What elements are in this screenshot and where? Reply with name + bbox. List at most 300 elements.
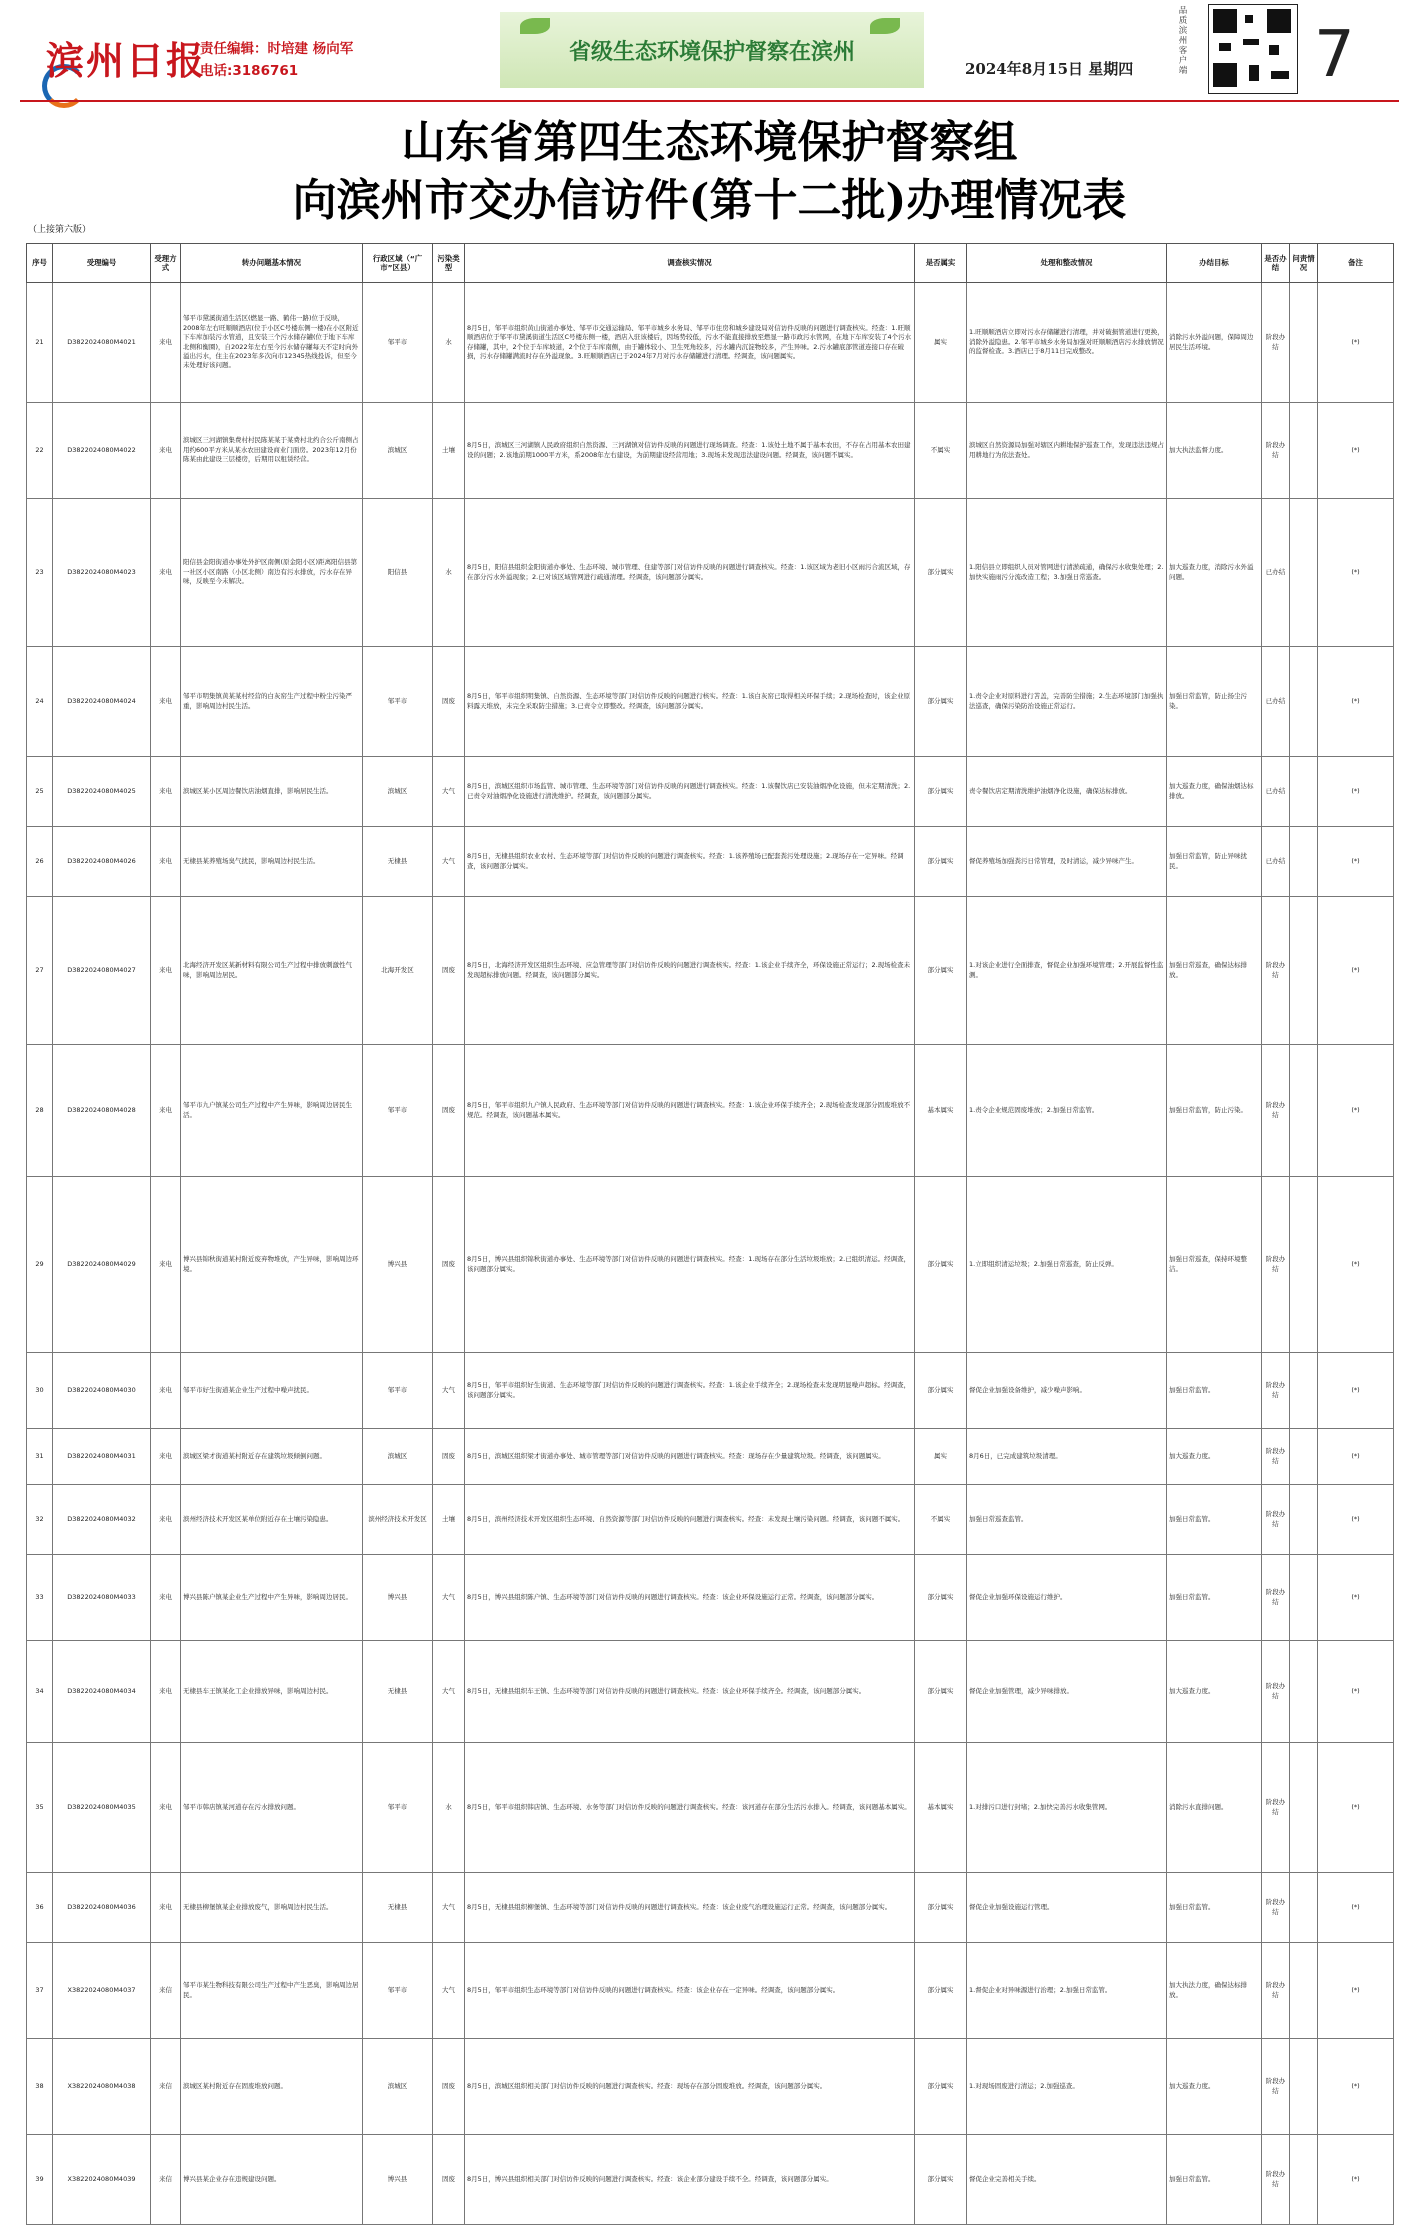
district: 无棣县 <box>363 1641 433 1743</box>
petition-id: D3822024080M4033 <box>53 1555 151 1641</box>
column-header: 备注 <box>1318 244 1394 283</box>
verification-status: 属实 <box>915 1429 967 1485</box>
remark: (*) <box>1318 1743 1394 1873</box>
row-number: 29 <box>27 1177 53 1353</box>
editor-phone: 电话:3186761 <box>200 63 299 79</box>
handling-measures: 1.责令企业对原料进行苫盖，完善防尘措施；2.生态环境部门加强执法巡查，确保污染防治设施正常运行。 <box>967 647 1167 757</box>
column-header: 是否属实 <box>915 244 967 283</box>
accountability <box>1290 1353 1318 1429</box>
petition-id: D3822024080M4027 <box>53 897 151 1045</box>
intake-method: 来电 <box>151 1555 181 1641</box>
petition-id: D3822024080M4031 <box>53 1429 151 1485</box>
remark: (*) <box>1318 283 1394 403</box>
issue-summary: 邹平市好生街道某企业生产过程中噪声扰民。 <box>181 1353 363 1429</box>
verification-status: 部分属实 <box>915 499 967 647</box>
row-number: 22 <box>27 403 53 499</box>
district: 邹平市 <box>363 1353 433 1429</box>
column-header: 序号 <box>27 244 53 283</box>
resolution-target: 加强日常监管，防止异味扰民。 <box>1167 827 1262 897</box>
investigation-findings: 8月5日，邹平市组织明集镇、自然资源、生态环境等部门对信访件反映的问题进行核实。经查：1.该白灰窑已取得相关环保手续；2.现场检查时，该企业原料露天堆放，未完全采取防尘措施；3.已责令立即整改。经调查，该问题部分属实。 <box>465 647 915 757</box>
petition-id: X3822024080M4038 <box>53 2039 151 2135</box>
district: 阳信县 <box>363 499 433 647</box>
issue-summary: 滨城区三河湖镇集费村村民陈某某于某费村北约合公斤南侧占用约600平方米从某水农田建设商业门面房。2023年12月份陈某由此建设三层楼房，后期用以租赁经营。 <box>181 403 363 499</box>
accountability <box>1290 1943 1318 2039</box>
district: 北海开发区 <box>363 897 433 1045</box>
accountability <box>1290 1873 1318 1943</box>
resolution-target: 加大巡查力度，消除污水外溢问题。 <box>1167 499 1262 647</box>
resolution-target: 加大执法力度，确保达标排放。 <box>1167 1943 1262 2039</box>
remark: (*) <box>1318 647 1394 757</box>
investigation-findings: 8月5日，邹平市组织生态环境等部门对信访件反映的问题进行调查核实。经查：该企业存在一定异味。经调查，该问题部分属实。 <box>465 1943 915 2039</box>
row-number: 26 <box>27 827 53 897</box>
row-number: 39 <box>27 2135 53 2225</box>
pollution-type: 土壤 <box>433 1485 465 1555</box>
intake-method: 来电 <box>151 283 181 403</box>
row-number: 24 <box>27 647 53 757</box>
verification-status: 基本属实 <box>915 1743 967 1873</box>
accountability <box>1290 757 1318 827</box>
issue-summary: 阳信县金阳街道办事处外护区南侧(原金阳小区)距离阳信县第一社区小区南路（小区北侧）南边有污水排放，污水存在异味，反映至今未解决。 <box>181 499 363 647</box>
completion-status: 已办结 <box>1262 647 1290 757</box>
investigation-findings: 8月5日，邹平市组织九户镇人民政府、生态环境等部门对信访件反映的问题进行调查核实。经查：1.该企业环保手续齐全；2.现场检查发现部分固废堆放不规范。经调查，该问题基本属实。 <box>465 1045 915 1177</box>
leaf-icon <box>520 18 550 34</box>
accountability <box>1290 283 1318 403</box>
pollution-type: 水 <box>433 283 465 403</box>
table-row <box>27 1873 1394 1943</box>
verification-status: 部分属实 <box>915 1943 967 2039</box>
header-rule <box>20 100 1399 102</box>
row-number: 23 <box>27 499 53 647</box>
handling-measures: 1.责令企业规范固废堆放；2.加强日常监管。 <box>967 1045 1167 1177</box>
handling-measures: 1.旺顺顺酒店立即对污水存储罐进行清理，并对破损管道进行更换，消除外溢隐患。2.邹平市城乡水务局加强对旺顺顺酒店污水排放情况的监督检查。3.酒店已于8月11日完成整改。 <box>967 283 1167 403</box>
verification-status: 属实 <box>915 283 967 403</box>
petition-id: D3822024080M4035 <box>53 1743 151 1873</box>
table-row <box>27 1045 1394 1177</box>
petition-id: X3822024080M4039 <box>53 2135 151 2225</box>
pollution-type: 大气 <box>433 1353 465 1429</box>
handling-measures: 1.督促企业对异味源进行治理；2.加强日常监管。 <box>967 1943 1167 2039</box>
petition-id: D3822024080M4034 <box>53 1641 151 1743</box>
issue-summary: 滨城区某小区周边餐饮店油烟直排，影响居民生活。 <box>181 757 363 827</box>
row-number: 21 <box>27 283 53 403</box>
accountability <box>1290 2039 1318 2135</box>
resolution-target: 消除污水直排问题。 <box>1167 1743 1262 1873</box>
editor-name: 责任编辑：时培建 杨向军 <box>200 41 354 57</box>
verification-status: 部分属实 <box>915 1353 967 1429</box>
intake-method: 来电 <box>151 1485 181 1555</box>
issue-summary: 滨州经济技术开发区某单位附近存在土壤污染隐患。 <box>181 1485 363 1555</box>
handling-measures: 督促企业完善相关手续。 <box>967 2135 1167 2225</box>
investigation-findings: 8月5日，北海经济开发区组织生态环境、应急管理等部门对信访件反映的问题进行调查核实。经查：1.该企业手续齐全，环保设施正常运行；2.现场检查未发现超标排放问题。经调查，该问题部分属实。 <box>465 897 915 1045</box>
remark: (*) <box>1318 1555 1394 1641</box>
completion-status: 阶段办结 <box>1262 1429 1290 1485</box>
intake-method: 来电 <box>151 1429 181 1485</box>
completion-status: 阶段办结 <box>1262 1045 1290 1177</box>
completion-status: 阶段办结 <box>1262 1353 1290 1429</box>
petition-id: D3822024080M4030 <box>53 1353 151 1429</box>
table-row <box>27 757 1394 827</box>
accountability <box>1290 1177 1318 1353</box>
resolution-target: 加大巡查力度。 <box>1167 1641 1262 1743</box>
table-row <box>27 1485 1394 1555</box>
handling-measures: 加强日常巡查监管。 <box>967 1485 1167 1555</box>
completion-status: 阶段办结 <box>1262 2135 1290 2225</box>
table-body <box>27 283 1394 2225</box>
remark: (*) <box>1318 1177 1394 1353</box>
remark: (*) <box>1318 1429 1394 1485</box>
intake-method: 来电 <box>151 1177 181 1353</box>
completion-status: 阶段办结 <box>1262 1555 1290 1641</box>
row-number: 34 <box>27 1641 53 1743</box>
issue-summary: 邹平市韩店镇某河道存在污水排放问题。 <box>181 1743 363 1873</box>
completion-status: 阶段办结 <box>1262 2039 1290 2135</box>
investigation-findings: 8月5日，邹平市组织韩店镇、生态环境、水务等部门对信访件反映的问题进行调查核实。经查：该河道存在部分生活污水排入。经调查，该问题基本属实。 <box>465 1743 915 1873</box>
petition-id: X3822024080M4037 <box>53 1943 151 2039</box>
issue-summary: 邹平市明集镇黄某某村经营的白灰窑生产过程中粉尘污染严重，影响周边村民生活。 <box>181 647 363 757</box>
district: 邹平市 <box>363 1943 433 2039</box>
remark: (*) <box>1318 1641 1394 1743</box>
district: 邹平市 <box>363 1045 433 1177</box>
resolution-target: 消除污水外溢问题，保障周边居民生活环境。 <box>1167 283 1262 403</box>
district: 邹平市 <box>363 283 433 403</box>
handling-measures: 滨城区自然资源局加强对辖区内耕地保护巡查工作，发现违法违规占用耕地行为依法查处。 <box>967 403 1167 499</box>
investigation-findings: 8月5日，滨城区组织市场监管、城市管理、生态环境等部门对信访件反映的问题进行调查核实。经查：1.该餐饮店已安装油烟净化设施，但未定期清洗；2.已责令对油烟净化设施进行清洗维护。经调查，该问题部分属实。 <box>465 757 915 827</box>
issue-summary: 无棣县某养殖场臭气扰民，影响周边村民生活。 <box>181 827 363 897</box>
table-row <box>27 897 1394 1045</box>
completion-status: 已办结 <box>1262 499 1290 647</box>
resolution-target: 加强日常巡查，保持环境整洁。 <box>1167 1177 1262 1353</box>
column-header: 调查核实情况 <box>465 244 915 283</box>
completion-status: 阶段办结 <box>1262 1177 1290 1353</box>
intake-method: 来信 <box>151 2135 181 2225</box>
petition-id: D3822024080M4025 <box>53 757 151 827</box>
resolution-target: 加大巡查力度。 <box>1167 1429 1262 1485</box>
investigation-findings: 8月5日，无棣县组织柳堡镇、生态环境等部门对信访件反映的问题进行调查核实。经查：该企业废气治理设施运行正常。经调查，该问题部分属实。 <box>465 1873 915 1943</box>
accountability <box>1290 1045 1318 1177</box>
pollution-type: 固废 <box>433 2135 465 2225</box>
table-row <box>27 1943 1394 2039</box>
pollution-type: 大气 <box>433 827 465 897</box>
row-number: 31 <box>27 1429 53 1485</box>
handling-measures: 督促企业加强设备维护，减少噪声影响。 <box>967 1353 1167 1429</box>
completion-status: 阶段办结 <box>1262 403 1290 499</box>
petition-id: D3822024080M4024 <box>53 647 151 757</box>
issue-summary: 滨城区某村附近存在固废堆放问题。 <box>181 2039 363 2135</box>
district: 邹平市 <box>363 1743 433 1873</box>
leaf-icon <box>870 18 900 34</box>
pollution-type: 大气 <box>433 757 465 827</box>
accountability <box>1290 647 1318 757</box>
row-number: 32 <box>27 1485 53 1555</box>
column-header: 行政区域（“广市”区县） <box>363 244 433 283</box>
intake-method: 来电 <box>151 403 181 499</box>
remark: (*) <box>1318 827 1394 897</box>
table-row <box>27 1555 1394 1641</box>
table-row <box>27 1743 1394 1873</box>
table-header-row <box>27 244 1394 283</box>
investigation-findings: 8月5日，滨城区组织相关部门对信访件反映的问题进行调查核实。经查：现场存在部分固废堆放。经调查，该问题部分属实。 <box>465 2039 915 2135</box>
intake-method: 来电 <box>151 647 181 757</box>
pollution-type: 水 <box>433 499 465 647</box>
title-line-2: 向滨州市交办信访件(第十二批)办理情况表 <box>292 175 1127 226</box>
column-header: 办结目标 <box>1167 244 1262 283</box>
table-row <box>27 499 1394 647</box>
pollution-type: 固废 <box>433 897 465 1045</box>
table-row <box>27 283 1394 403</box>
column-header: 问责情况 <box>1290 244 1318 283</box>
verification-status: 部分属实 <box>915 757 967 827</box>
investigation-findings: 8月5日，阳信县组织金阳街道办事处、生态环境、城市管理、住建等部门对信访件反映的问题进行调查核实。经查：1.该区域为老旧小区雨污合流区域，存在部分污水外溢现象；2.已对该区域管网进行疏通清理。经调查，该问题部分属实。 <box>465 499 915 647</box>
pollution-type: 土壤 <box>433 403 465 499</box>
continued-note: （上接第六版） <box>28 225 92 235</box>
accountability <box>1290 403 1318 499</box>
accountability <box>1290 2135 1318 2225</box>
issue-summary: 博兴县陈户镇某企业生产过程中产生异味，影响周边居民。 <box>181 1555 363 1641</box>
verification-status: 部分属实 <box>915 2135 967 2225</box>
remark: (*) <box>1318 1045 1394 1177</box>
investigation-findings: 8月5日，无棣县组织农业农村、生态环境等部门对信访件反映的问题进行调查核实。经查：1.该养殖场已配套粪污处理设施；2.现场存在一定异味。经调查，该问题部分属实。 <box>465 827 915 897</box>
handling-measures: 1.对该企业进行全面排查，督促企业加强环境管理；2.开展监督性监测。 <box>967 897 1167 1045</box>
completion-status: 阶段办结 <box>1262 283 1290 403</box>
investigation-findings: 8月5日，博兴县组织陈户镇、生态环境等部门对信访件反映的问题进行调查核实。经查：该企业环保设施运行正常。经调查，该问题部分属实。 <box>465 1555 915 1641</box>
handling-measures: 1.对现场固废进行清运；2.加强巡查。 <box>967 2039 1167 2135</box>
column-header: 是否办结 <box>1262 244 1290 283</box>
handling-measures: 责令餐饮店定期清洗维护油烟净化设施，确保达标排放。 <box>967 757 1167 827</box>
row-number: 27 <box>27 897 53 1045</box>
petition-table <box>26 243 1394 2225</box>
table-row <box>27 2135 1394 2225</box>
pollution-type: 固废 <box>433 1429 465 1485</box>
pollution-type: 固废 <box>433 1177 465 1353</box>
row-number: 25 <box>27 757 53 827</box>
resolution-target: 加大巡查力度。 <box>1167 2039 1262 2135</box>
remark: (*) <box>1318 2039 1394 2135</box>
verification-status: 部分属实 <box>915 1555 967 1641</box>
page-title <box>0 114 1419 230</box>
handling-measures: 督促养殖场加强粪污日常管理，及时清运，减少异味产生。 <box>967 827 1167 897</box>
remark: (*) <box>1318 757 1394 827</box>
table-row <box>27 1641 1394 1743</box>
verification-status: 部分属实 <box>915 827 967 897</box>
section-banner <box>500 12 924 88</box>
resolution-target: 加强日常巡查，确保达标排放。 <box>1167 897 1262 1045</box>
remark: (*) <box>1318 499 1394 647</box>
completion-status: 阶段办结 <box>1262 1943 1290 2039</box>
investigation-findings: 8月5日，滨城区三河湖镇人民政府组织自然资源、三河湖镇对信访件反映的问题进行现场调查。经查：1.该处土地不属于基本农田，不存在占用基本农田建设的问题；2.该地前期1000平方米，系2008年左右建设，为前期建设经营用地；3.现场未发现违法建设问题。经调查，该问题不属实。 <box>465 403 915 499</box>
accountability <box>1290 499 1318 647</box>
handling-measures: 8月6日，已完成建筑垃圾清理。 <box>967 1429 1167 1485</box>
verification-status: 部分属实 <box>915 1873 967 1943</box>
intake-method: 来电 <box>151 1045 181 1177</box>
issue-summary: 北海经济开发区某新材料有限公司生产过程中排放刺激性气味，影响周边居民。 <box>181 897 363 1045</box>
column-header: 污染类型 <box>433 244 465 283</box>
resolution-target: 加强日常监管，防止扬尘污染。 <box>1167 647 1262 757</box>
table-row <box>27 2039 1394 2135</box>
verification-status: 不属实 <box>915 1485 967 1555</box>
pollution-type: 大气 <box>433 1943 465 2039</box>
row-number: 38 <box>27 2039 53 2135</box>
petition-id: D3822024080M4022 <box>53 403 151 499</box>
issue-date: 2024年8月15日 星期四 <box>965 60 1134 78</box>
completion-status: 已办结 <box>1262 827 1290 897</box>
petition-id: D3822024080M4026 <box>53 827 151 897</box>
remark: (*) <box>1318 1485 1394 1555</box>
remark: (*) <box>1318 403 1394 499</box>
issue-summary: 无棣县车王镇某化工企业排放异味，影响周边村民。 <box>181 1641 363 1743</box>
pollution-type: 大气 <box>433 1641 465 1743</box>
investigation-findings: 8月5日，邹平市组织好生街道、生态环境等部门对信访件反映的问题进行调查核实。经查：1.该企业手续齐全；2.现场检查未发现明显噪声超标。经调查，该问题部分属实。 <box>465 1353 915 1429</box>
intake-method: 来电 <box>151 1353 181 1429</box>
accountability <box>1290 1485 1318 1555</box>
completion-status: 阶段办结 <box>1262 1743 1290 1873</box>
pollution-type: 大气 <box>433 1555 465 1641</box>
row-number: 30 <box>27 1353 53 1429</box>
issue-summary: 博兴县某企业存在违规建设问题。 <box>181 2135 363 2225</box>
intake-method: 来电 <box>151 499 181 647</box>
investigation-findings: 8月5日，滨城区组织梁才街道办事处、城市管理等部门对信访件反映的问题进行调查核实。经查：现场存在少量建筑垃圾。经调查，该问题属实。 <box>465 1429 915 1485</box>
resolution-target: 加大巡查力度，确保油烟达标排放。 <box>1167 757 1262 827</box>
pollution-type: 固废 <box>433 1045 465 1177</box>
remark: (*) <box>1318 1943 1394 2039</box>
resolution-target: 加强日常监管。 <box>1167 1873 1262 1943</box>
table-row <box>27 1353 1394 1429</box>
editor-info <box>200 38 353 82</box>
investigation-findings: 8月5日，博兴县组织锦秋街道办事处、生态环境等部门对信访件反映的问题进行调查核实。经查：1.现场存在部分生活垃圾堆放；2.已组织清运。经调查，该问题部分属实。 <box>465 1177 915 1353</box>
remark: (*) <box>1318 2135 1394 2225</box>
investigation-findings: 8月5日，邹平市组织黄山街道办事处、邹平市交通运输局、邹平市城乡水务局、邹平市住房和城乡建设局对信访件反映的问题进行调查核实。经查：1.旺顺顺酒店位于邹平市黛溪街道生活区C号楼东侧一楼，酒店入驻该楼后，因场势较低，污水不能直接排放至燃显一路市政污水管网，在地下车库安装了4个污水存储罐，其中，2个位于车库坡道，2个位于车库南侧，由于罐体较小、卫生死角较多，污水罐内沉淀物较多，产生异味。2.污水罐底部管道连接口存在破损，污水存储罐满流时存在外溢现象。3.旺顺顺酒店已于2024年7月对污水存储罐进行清理。经调查，该问题属实。 <box>465 283 915 403</box>
district: 滨城区 <box>363 757 433 827</box>
column-header: 受理方式 <box>151 244 181 283</box>
investigation-findings: 8月5日，滨州经济技术开发区组织生态环境、自然资源等部门对信访件反映的问题进行调查核实。经查：未发现土壤污染问题。经调查，该问题不属实。 <box>465 1485 915 1555</box>
banner-text: 省级生态环境保护督察在滨州 <box>568 40 855 65</box>
handling-measures: 1.对排污口进行封堵；2.加快完善污水收集管网。 <box>967 1743 1167 1873</box>
handling-measures: 1.立即组织清运垃圾；2.加强日常巡查，防止反弹。 <box>967 1177 1167 1353</box>
verification-status: 部分属实 <box>915 647 967 757</box>
district: 滨城区 <box>363 1429 433 1485</box>
issue-summary: 无棣县柳堡镇某企业排放废气，影响周边村民生活。 <box>181 1873 363 1943</box>
intake-method: 来电 <box>151 1743 181 1873</box>
completion-status: 已办结 <box>1262 757 1290 827</box>
resolution-target: 加强日常监管。 <box>1167 2135 1262 2225</box>
accountability <box>1290 1641 1318 1743</box>
pollution-type: 水 <box>433 1743 465 1873</box>
petition-id: D3822024080M4036 <box>53 1873 151 1943</box>
resolution-target: 加强日常监管，防止污染。 <box>1167 1045 1262 1177</box>
district: 滨城区 <box>363 2039 433 2135</box>
verification-status: 不属实 <box>915 403 967 499</box>
row-number: 36 <box>27 1873 53 1943</box>
verification-status: 部分属实 <box>915 1177 967 1353</box>
petition-id: D3822024080M4023 <box>53 499 151 647</box>
completion-status: 阶段办结 <box>1262 1641 1290 1743</box>
row-number: 28 <box>27 1045 53 1177</box>
district: 博兴县 <box>363 2135 433 2225</box>
issue-summary: 邹平市九户镇某公司生产过程中产生异味，影响周边居民生活。 <box>181 1045 363 1177</box>
table-row <box>27 1429 1394 1485</box>
masthead <box>0 0 1419 100</box>
intake-method: 来电 <box>151 1641 181 1743</box>
pollution-type: 固废 <box>433 2039 465 2135</box>
handling-measures: 1.阳信县立即组织人员对管网进行清淤疏通，确保污水收集处理；2.加快实施雨污分流改造工程；3.加强日常巡查。 <box>967 499 1167 647</box>
remark: (*) <box>1318 1353 1394 1429</box>
handling-measures: 督促企业加强管理，减少异味排放。 <box>967 1641 1167 1743</box>
investigation-findings: 8月5日，博兴县组织相关部门对信访件反映的问题进行调查核实。经查：该企业部分建设手续不全。经调查，该问题部分属实。 <box>465 2135 915 2225</box>
remark: (*) <box>1318 1873 1394 1943</box>
resolution-target: 加大执法监督力度。 <box>1167 403 1262 499</box>
handling-measures: 督促企业加强设施运行管理。 <box>967 1873 1167 1943</box>
intake-method: 来信 <box>151 2039 181 2135</box>
pollution-type: 固废 <box>433 647 465 757</box>
resolution-target: 加强日常监管。 <box>1167 1555 1262 1641</box>
intake-method: 来电 <box>151 827 181 897</box>
row-number: 35 <box>27 1743 53 1873</box>
verification-status: 部分属实 <box>915 1641 967 1743</box>
page-number: 7 <box>1314 18 1355 92</box>
row-number: 37 <box>27 1943 53 2039</box>
investigation-findings: 8月5日，无棣县组织车王镇、生态环境等部门对信访件反映的问题进行调查核实。经查：该企业环保手续齐全。经调查，该问题部分属实。 <box>465 1641 915 1743</box>
accountability <box>1290 1429 1318 1485</box>
completion-status: 阶段办结 <box>1262 897 1290 1045</box>
petition-id: D3822024080M4028 <box>53 1045 151 1177</box>
accountability <box>1290 827 1318 897</box>
handling-measures: 督促企业加强环保设施运行维护。 <box>967 1555 1167 1641</box>
accountability <box>1290 897 1318 1045</box>
pollution-type: 大气 <box>433 1873 465 1943</box>
intake-method: 来电 <box>151 757 181 827</box>
district: 无棣县 <box>363 827 433 897</box>
district: 博兴县 <box>363 1177 433 1353</box>
petition-id: D3822024080M4032 <box>53 1485 151 1555</box>
verification-status: 部分属实 <box>915 897 967 1045</box>
district: 滨城区 <box>363 403 433 499</box>
column-header: 转办问题基本情况 <box>181 244 363 283</box>
table-row <box>27 403 1394 499</box>
table-row <box>27 827 1394 897</box>
accountability <box>1290 1743 1318 1873</box>
verification-status: 基本属实 <box>915 1045 967 1177</box>
district: 博兴县 <box>363 1555 433 1641</box>
petition-id: D3822024080M4029 <box>53 1177 151 1353</box>
intake-method: 来电 <box>151 1873 181 1943</box>
intake-method: 来信 <box>151 1943 181 2039</box>
column-header: 处理和整改情况 <box>967 244 1167 283</box>
client-side-label: 品质滨州客户端 <box>1178 6 1188 76</box>
issue-summary: 博兴县锦秋街道某村附近废弃物堆放，产生异味，影响周边环境。 <box>181 1177 363 1353</box>
resolution-target: 加强日常监管。 <box>1167 1353 1262 1429</box>
completion-status: 阶段办结 <box>1262 1873 1290 1943</box>
row-number: 33 <box>27 1555 53 1641</box>
qr-code-icon[interactable] <box>1208 4 1298 94</box>
district: 无棣县 <box>363 1873 433 1943</box>
district: 邹平市 <box>363 647 433 757</box>
resolution-target: 加强日常监管。 <box>1167 1485 1262 1555</box>
district: 滨州经济技术开发区 <box>363 1485 433 1555</box>
title-line-1: 山东省第四生态环境保护督察组 <box>401 117 1018 168</box>
petition-id: D3822024080M4021 <box>53 283 151 403</box>
issue-summary: 滨城区梁才街道某村附近存在建筑垃圾倾倒问题。 <box>181 1429 363 1485</box>
accountability <box>1290 1555 1318 1641</box>
issue-summary: 邹平市某生物科技有限公司生产过程中产生恶臭，影响周边居民。 <box>181 1943 363 2039</box>
completion-status: 阶段办结 <box>1262 1485 1290 1555</box>
issue-summary: 邹平市黛溪街道生活区(燃显一路、鹤伟一路)位于反映，2008年左右旺顺顺酒店(位于小区C号楼东侧一楼)在小区附近下车库加装污水管道，且安装三个污水储存罐(位于地下车库北侧和衡圈)，自2022年左右至今污水储存罐每天不定时向外溢出污水，住主在2023年多次向市12345热线投诉，但至今未处理好该问题。 <box>181 283 363 403</box>
table-row <box>27 1177 1394 1353</box>
logo-text: 滨州日报 <box>46 38 207 83</box>
column-header: 受理编号 <box>53 244 151 283</box>
table-row <box>27 647 1394 757</box>
verification-status: 部分属实 <box>915 2039 967 2135</box>
intake-method: 来电 <box>151 897 181 1045</box>
remark: (*) <box>1318 897 1394 1045</box>
